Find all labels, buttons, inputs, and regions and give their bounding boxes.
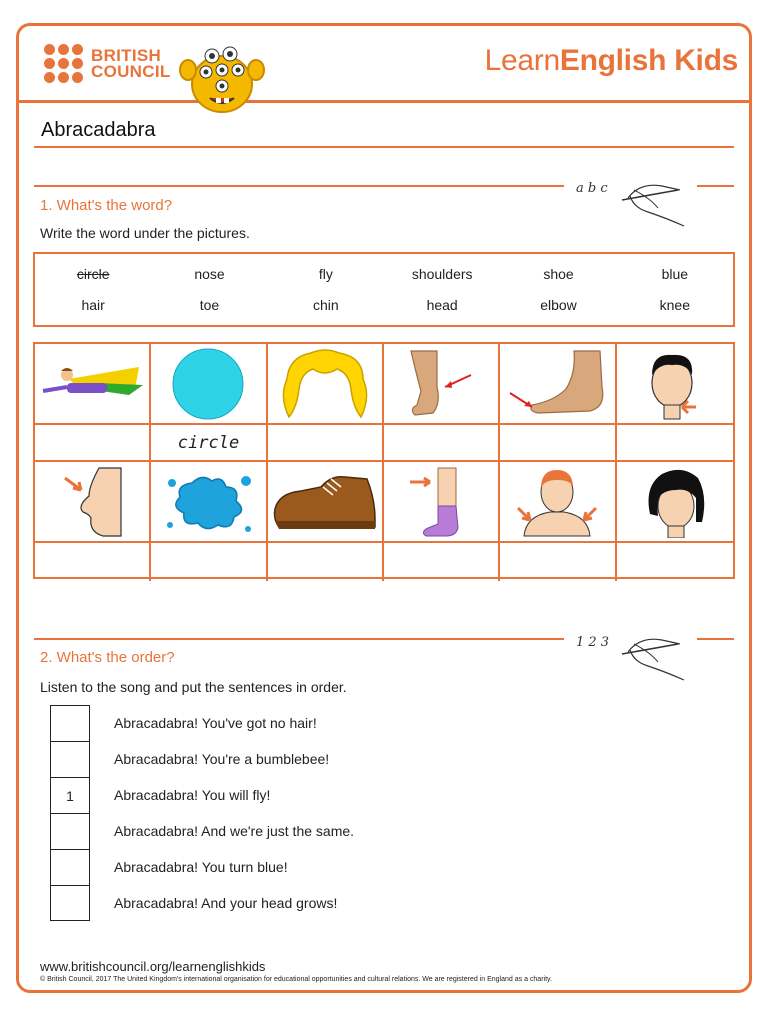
answer-cell[interactable]	[617, 425, 733, 462]
writing-hand-123-icon	[570, 622, 690, 684]
nose-icon	[59, 466, 125, 538]
order-sentence: Abracadabra! You're a bumblebee!	[114, 751, 330, 767]
word-bank	[33, 252, 735, 327]
answer-cell[interactable]	[151, 543, 267, 581]
girl-head-icon	[642, 466, 708, 538]
answer-cell[interactable]	[500, 543, 616, 581]
word-bank-item: shoe	[543, 265, 574, 282]
writing-hand-icon	[570, 168, 690, 230]
word-bank-item: head	[426, 297, 458, 314]
word-bank-item: hair	[81, 297, 105, 314]
word-bank-item: fly	[318, 265, 333, 282]
order-row	[50, 885, 354, 921]
blue-splash-icon	[162, 469, 254, 535]
picture-cell	[617, 344, 733, 425]
picture-cell	[384, 344, 500, 425]
leg-knee-icon	[406, 466, 476, 538]
bc-line1: BRITISH	[91, 45, 162, 65]
title-divider	[34, 146, 734, 148]
section1-rule-right	[697, 185, 734, 187]
order-row	[50, 813, 354, 849]
picture-cell	[35, 344, 151, 425]
section2-instruction: Listen to the song and put the sentences in order.	[40, 679, 347, 695]
word-bank-item: circle	[76, 265, 110, 282]
hand-caption-123: 1 2 3	[576, 635, 610, 650]
order-sentence: Abracadabra! And your head grows!	[114, 895, 338, 911]
picture-cell	[268, 462, 384, 543]
order-list	[50, 705, 354, 921]
shoulders-icon	[514, 466, 600, 538]
word-bank-item: nose	[194, 265, 225, 282]
answer-cell[interactable]	[35, 543, 151, 581]
shoe-icon	[271, 469, 379, 535]
word-bank-item: elbow	[540, 297, 577, 314]
footer-copyright: © British Council, 2017 The United Kingdom's international organisation for educational opportunities and cultural relations. We are registered in England as a charity.	[40, 976, 552, 983]
footer-url-link[interactable]: www.britishcouncil.org/learnenglishkids	[40, 959, 266, 974]
section2-rule-left	[34, 638, 564, 640]
word-bank-item: chin	[312, 297, 339, 314]
bc-line2: COUNCIL	[91, 61, 171, 81]
monster-mascot-icon	[176, 34, 266, 116]
answer-cell[interactable]	[151, 425, 267, 462]
lek-kids: Kids	[674, 44, 738, 77]
picture-cell	[268, 344, 384, 425]
answer-text: circle	[177, 432, 240, 453]
picture-cell	[617, 462, 733, 543]
section1-label: 1. What's the word?	[40, 197, 173, 214]
section1-instruction: Write the word under the pictures.	[40, 225, 250, 241]
section2-label: 2. What's the order?	[40, 649, 175, 666]
answer-cell[interactable]	[617, 543, 733, 581]
order-number-box[interactable]	[50, 705, 90, 741]
order-sentence: Abracadabra! And we're just the same.	[114, 823, 355, 839]
order-sentence: Abracadabra! You've got no hair!	[114, 715, 317, 731]
answer-cell[interactable]	[384, 425, 500, 462]
picture-cell	[384, 462, 500, 543]
order-number-box[interactable]	[50, 849, 90, 885]
picture-cell	[151, 462, 267, 543]
order-number-box[interactable]	[50, 741, 90, 777]
boy-chin-icon	[642, 347, 708, 421]
british-council-logo[interactable]	[44, 44, 171, 83]
foot-toe-icon	[504, 347, 610, 421]
section1-rule-left	[34, 185, 564, 187]
section2-rule-right	[697, 638, 734, 640]
foot-ankle-icon	[401, 347, 481, 421]
lek-learn: Learn	[484, 44, 560, 77]
answer-cell[interactable]	[384, 543, 500, 581]
learnenglish-kids-logo[interactable]	[485, 44, 738, 78]
order-number-box[interactable]	[50, 885, 90, 921]
picture-cell	[500, 344, 616, 425]
picture-grid	[33, 342, 735, 579]
answer-cell[interactable]	[500, 425, 616, 462]
blue-circle-icon	[170, 346, 246, 422]
word-bank-item: knee	[659, 297, 690, 314]
answer-cell[interactable]	[268, 425, 384, 462]
answer-cell[interactable]	[35, 425, 151, 462]
answer-cell[interactable]	[268, 543, 384, 581]
header-divider	[19, 100, 749, 103]
picture-cell	[35, 462, 151, 543]
flying-superhero-icon	[39, 359, 145, 409]
word-bank-item: shoulders	[411, 265, 473, 282]
page-title: Abracadabra	[41, 119, 156, 141]
word-bank-item: blue	[661, 265, 689, 282]
british-council-dots-icon	[44, 44, 83, 83]
hand-caption-abc: a b c	[576, 181, 608, 196]
blonde-hair-icon	[275, 347, 375, 421]
lek-english: English	[559, 44, 667, 77]
picture-cell	[151, 344, 267, 425]
order-row	[50, 705, 354, 741]
order-number-box[interactable]: 1	[50, 777, 90, 813]
picture-cell	[500, 462, 616, 543]
order-sentence: Abracadabra! You turn blue!	[114, 859, 288, 875]
order-row	[50, 777, 354, 813]
order-row	[50, 849, 354, 885]
order-number-box[interactable]	[50, 813, 90, 849]
word-bank-item: toe	[199, 297, 220, 314]
order-row	[50, 741, 354, 777]
order-sentence: Abracadabra! You will fly!	[114, 787, 271, 803]
